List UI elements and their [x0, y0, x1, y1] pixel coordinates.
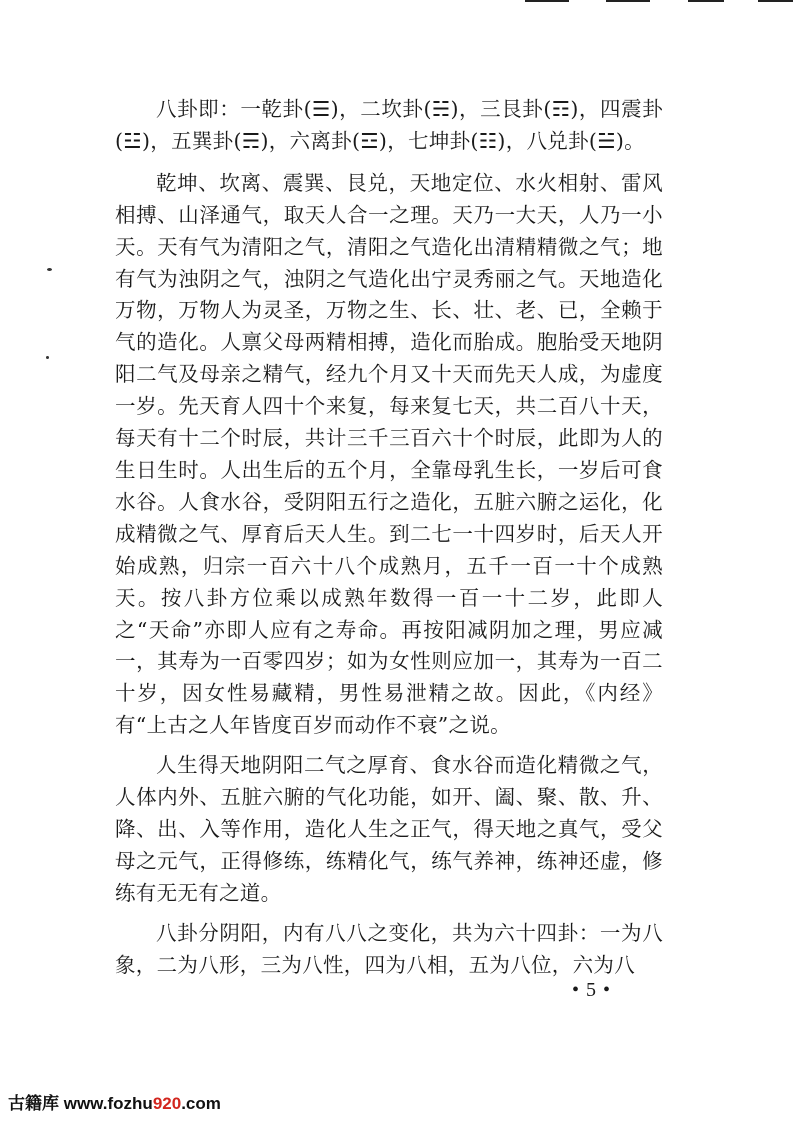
watermark-url-prefix: www.fozhu — [63, 1094, 153, 1113]
paragraph-yin-yang-qi: 人生得天地阴阳二气之厚育、食水谷而造化精微之气，人体内外、五脏六腑的气化功能，如开、阖、聚、散、升、降、出、入等作用，造化人生之正气，得天地之真气，受父母之元气，正得修练，练精化气，练气养神，练神还虚，修练有无无有之道。 — [115, 753, 663, 905]
watermark-url-suffix: .com — [181, 1094, 221, 1113]
page-number: • 5 • — [572, 979, 612, 1001]
paragraph-bagua-list: 八卦即：一乾卦(☰)，二坎卦(☵)，三艮卦(☶)，四震卦(☳)，五巽卦(☴)，六离卦(☲)，七坤卦(☷)，八兑卦(☱)。 — [115, 97, 663, 153]
scan-speck — [46, 356, 49, 359]
page-body-text — [115, 94, 663, 981]
top-edge-rule — [688, 0, 724, 2]
site-watermark — [8, 1089, 221, 1114]
top-edge-rule — [606, 0, 650, 2]
watermark-site-name: 古籍库 — [8, 1094, 59, 1113]
scan-speck — [47, 268, 52, 271]
paragraph-bagua-division: 八卦分阴阳，内有八八之变化，共为六十四卦：一为八象，二为八形，三为八性，四为八相，五为八位，六为八 — [115, 920, 663, 977]
watermark-url-number: 920 — [152, 1094, 182, 1113]
paragraph-heaven-earth: 乾坤、坎离、震巽、艮兑，天地定位、水火相射、雷风相搏、山泽通气，取天人合一之理。天乃一大天，人乃一小天。天有气为清阳之气，清阳之气造化出清精精微之气；地有气为浊阴之气，浊阴之气造化出宁灵秀丽之气。天地造化万物，万物人为灵圣，万物之生、长、壮、老、已，全赖于气的造化。人禀父母两精相搏，造化而胎成。胞胎受天地阴阳二气及母亲之精气，经九个月又十天而先天人成，为虚度一岁。先天育人四十个来复，每来复七天，共二百八十天，每天有十二个时辰，共计三千三百六十个时辰，此即为人的生日生时。人出生后的五个月，全靠母乳生长，一岁后可食水谷。人食水谷，受阴阳五行之造化，五脏六腑之运化，化成精微之气、厚育后天人生。到二七一十四岁时，后天人开始成熟，归宗一百六十八个成熟月，五千一百一十个成熟天。按八卦方位乘以成熟年数得一百一十二岁，此即人之“天命”亦即人应有之寿命。再按阳减阴加之理，男应减一，其寿为一百零四岁；如为女性则应加一，其寿为一百二十岁，因女性易藏精，男性易泄精之故。因此，《内经》有“上古之人年皆度百岁而动作不衰”之说。 — [115, 170, 663, 738]
top-edge-rule — [758, 0, 793, 2]
top-edge-rule — [525, 0, 569, 2]
